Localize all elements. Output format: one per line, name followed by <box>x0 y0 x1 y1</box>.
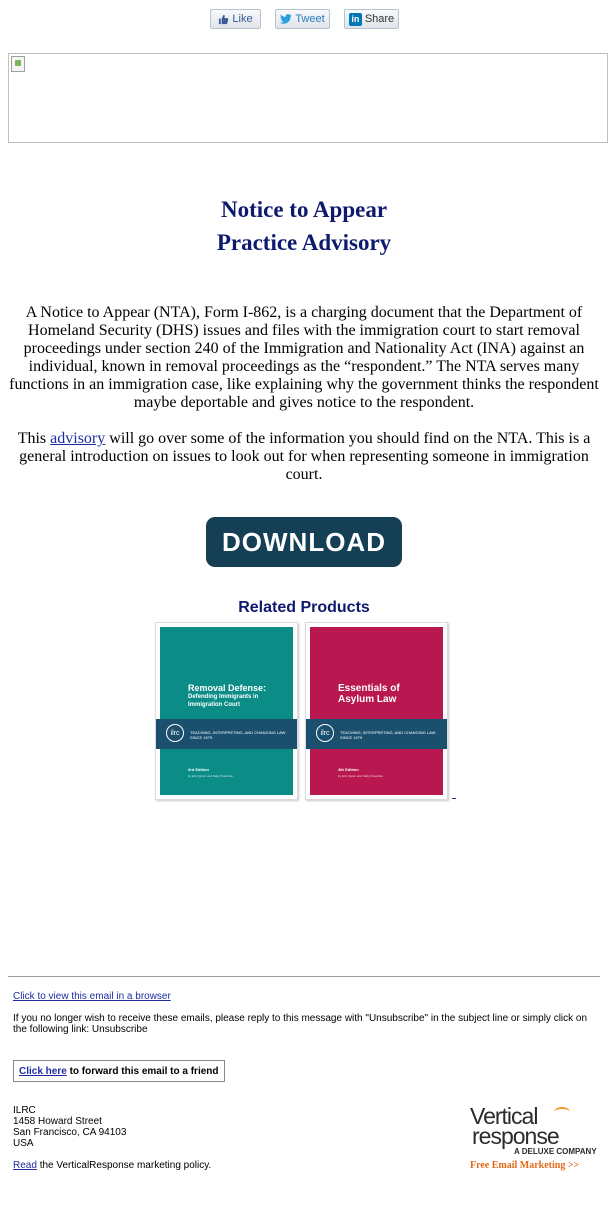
page-title: Notice to Appear <box>220 197 388 222</box>
footer-divider <box>8 976 600 977</box>
book-title: Essentials of Asylum Law <box>338 683 400 705</box>
book-subtitle: Defending Immigrants in Immigration Court <box>188 694 259 708</box>
address-org: ILRC <box>13 1105 36 1116</box>
unsubscribe-text: If you no longer wish to receive these emails, please reply to this message with "Unsubscribe" in the subject line or simply click on the following link: Unsubscribe <box>13 1013 588 1035</box>
book-cover <box>310 627 443 795</box>
vr-logo-line3: A DELUXE COMPANY <box>514 1147 597 1156</box>
forward-link[interactable]: Click here <box>19 1065 67 1077</box>
address-country: USA <box>13 1138 34 1149</box>
ilrc-logo: ilrc <box>166 724 184 742</box>
linkedin-share-button[interactable] <box>344 9 399 29</box>
view-in-browser-anchor[interactable]: Click to view this email in a browser <box>13 991 171 1002</box>
download-button[interactable]: DOWNLOAD <box>206 517 402 567</box>
tweet-button[interactable] <box>275 9 330 29</box>
twitter-bird-icon <box>280 14 292 24</box>
book-cover <box>160 627 293 795</box>
book-tagline: TEACHING, INTERPRETING, AND CHANGING LAW SINCE 1979 <box>190 730 286 740</box>
advisory-text-before: This <box>17 430 47 447</box>
vr-logo-line2: response <box>472 1123 559 1149</box>
book-edition: 3rd Edition <box>188 767 209 772</box>
page-subtitle: Practice Advisory <box>216 230 392 255</box>
facebook-like-button[interactable] <box>210 9 261 29</box>
address-street: 1458 Howard Street <box>13 1116 102 1127</box>
book-band <box>156 719 297 749</box>
swoosh-icon <box>554 1107 570 1117</box>
postal-address <box>13 1105 126 1149</box>
related-products-heading: Related Products <box>238 599 370 616</box>
marketing-policy <box>13 1160 211 1171</box>
linkedin-icon: in <box>349 13 362 26</box>
tweet-label: Tweet <box>295 13 325 25</box>
free-email-marketing-link[interactable]: Free Email Marketing >> <box>470 1160 580 1171</box>
broken-image-icon <box>11 56 25 72</box>
like-label: Like <box>232 13 253 25</box>
link-underline-fragment[interactable] <box>452 797 456 799</box>
book-edition: 4th Edition <box>338 767 359 772</box>
share-label: Share <box>364 13 395 25</box>
thumbs-up-icon <box>218 14 229 25</box>
forward-box <box>13 1060 225 1082</box>
view-in-browser-link[interactable] <box>13 991 171 1002</box>
book-authors: by Erin Quinn and Sally Kinoshita <box>188 774 233 778</box>
banner-image[interactable] <box>8 53 608 143</box>
vr-logo-line1: Vertical <box>470 1103 538 1129</box>
advisory-text-after: will go over some of the information you should find on the NTA. This is a general introduction on issues to look out for when representing someone in immigration court. <box>19 430 591 483</box>
address-city: San Francisco, CA 94103 <box>13 1127 127 1138</box>
book-title <box>188 683 287 709</box>
advisory-paragraph <box>8 430 600 484</box>
verticalresponse-logo[interactable] <box>470 1104 600 1176</box>
product-removal-defense[interactable] <box>155 622 298 800</box>
book-band <box>306 719 447 749</box>
book-authors: by Erin Quinn and Sally Kinoshita <box>338 774 383 778</box>
advisory-link[interactable]: advisory <box>50 430 106 447</box>
forward-text: to forward this email to a friend <box>69 1065 219 1077</box>
policy-text: the VerticalResponse marketing policy. <box>39 1160 212 1171</box>
policy-link[interactable]: Read <box>13 1160 37 1171</box>
intro-paragraph: A Notice to Appear (NTA), Form I-862, is a charging document that the Department of Homeland Security (DHS) issues and files with the immigration court to start removal proceedings under section 240 of the Immigration and Nationality Act (INA) against an individual, known in removal proceedings as the “respondent.” The NTA serves many functions in an immigration case, like explaining why the government thinks the respondent maybe deportable and gives notice to the respondent. <box>9 304 599 411</box>
product-essentials-of-asylum-law[interactable] <box>305 622 448 800</box>
book-title-main: Removal Defense: <box>188 683 267 693</box>
ilrc-logo: ilrc <box>316 724 334 742</box>
book-tagline: TEACHING, INTERPRETING, AND CHANGING LAW SINCE 1979 <box>340 730 436 740</box>
